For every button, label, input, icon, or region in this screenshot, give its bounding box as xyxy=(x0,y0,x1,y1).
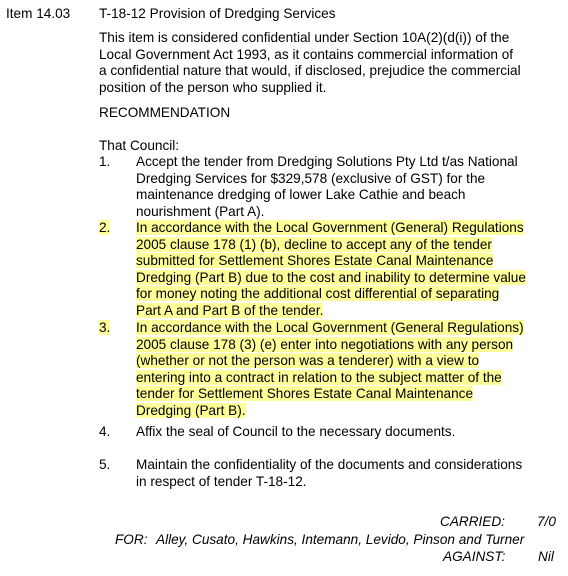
recommendation-number xyxy=(99,320,110,335)
recommendation-line: Accept the tender from Dredging Solutions Pty Ltd t/as National xyxy=(136,154,518,169)
recommendation-line: tender for Settlement Shores Estate Canal Maintenance xyxy=(136,386,474,401)
recommendation-heading: RECOMMENDATION xyxy=(99,105,231,120)
recommendation-text xyxy=(136,424,455,441)
notice-line: position of the person who supplied it. xyxy=(99,79,327,95)
recommendation-text xyxy=(136,457,522,490)
recommendation-line: Dredging Services for $329,578 (exclusive of GST) for the xyxy=(136,170,486,186)
confidential-notice xyxy=(99,30,521,96)
recommendation-line: nourishment (Part A). xyxy=(136,203,265,219)
recommendation-line: Maintain the confidentiality of the documents and considerations xyxy=(136,457,523,472)
recommendation-line: submitted for Settlement Shores Estate Canal Maintenance xyxy=(136,253,494,268)
that-council-label: That Council: xyxy=(99,138,180,153)
carried-label: CARRIED: xyxy=(440,514,505,529)
recommendation-line: In accordance with the Local Government (General) Regulations xyxy=(136,220,524,235)
carried-value: 7/0 xyxy=(537,514,556,529)
for-value: Alley, Cusato, Hawkins, Intemann, Levido, Pinson and Turner xyxy=(156,532,525,547)
recommendation-number-highlight: 3. xyxy=(99,320,111,335)
recommendation-line: Part A and Part B of the tender. xyxy=(136,302,324,318)
against-label: AGAINST: xyxy=(443,549,506,564)
recommendation-number: 5. xyxy=(99,457,111,472)
notice-line: a confidential nature that would, if disclosed, prejudice the commercial xyxy=(99,63,521,78)
recommendation-line: Dredging (Part B) due to the cost and inability to determine value xyxy=(136,269,526,285)
recommendation-line: Affix the seal of Council to the necessary documents. xyxy=(136,424,456,439)
recommendation-line: 2005 clause 178 (3) (e) enter into negotiations with any person xyxy=(136,336,514,352)
recommendation-line: for money noting the additional cost differential of separating xyxy=(136,286,500,301)
recommendation-number-highlight: 2. xyxy=(99,220,111,235)
item-title: T-18-12 Provision of Dredging Services xyxy=(99,6,336,21)
notice-line: This item is considered confidential under Section 10A(2)(d(i)) of the xyxy=(99,30,510,45)
notice-line: Local Government Act 1993, as it contains commercial information of xyxy=(99,46,514,62)
recommendation-text xyxy=(136,320,524,419)
recommendation-line: In accordance with the Local Government (General Regulations) xyxy=(136,320,524,335)
item-number: Item 14.03 xyxy=(6,6,71,21)
recommendation-line: maintenance dredging of lower Lake Cathie and beach xyxy=(136,187,466,202)
for-label: FOR: xyxy=(115,532,148,547)
against-value: Nil xyxy=(538,549,554,564)
recommendation-number: 4. xyxy=(99,424,111,439)
recommendation-line: Dredging (Part B). xyxy=(136,402,246,418)
recommendation-number: 1. xyxy=(99,154,111,169)
recommendation-line: (whether or not the person was a tenderer) with a view to xyxy=(136,353,480,368)
recommendation-number xyxy=(99,220,110,235)
recommendation-line: in respect of tender T-18-12. xyxy=(136,473,307,489)
recommendation-line: 2005 clause 178 (1) (b), decline to accept any of the tender xyxy=(136,236,492,252)
recommendation-line: entering into a contract in relation to the subject matter of the xyxy=(136,369,502,385)
recommendation-text xyxy=(136,154,518,220)
recommendation-text xyxy=(136,220,526,319)
